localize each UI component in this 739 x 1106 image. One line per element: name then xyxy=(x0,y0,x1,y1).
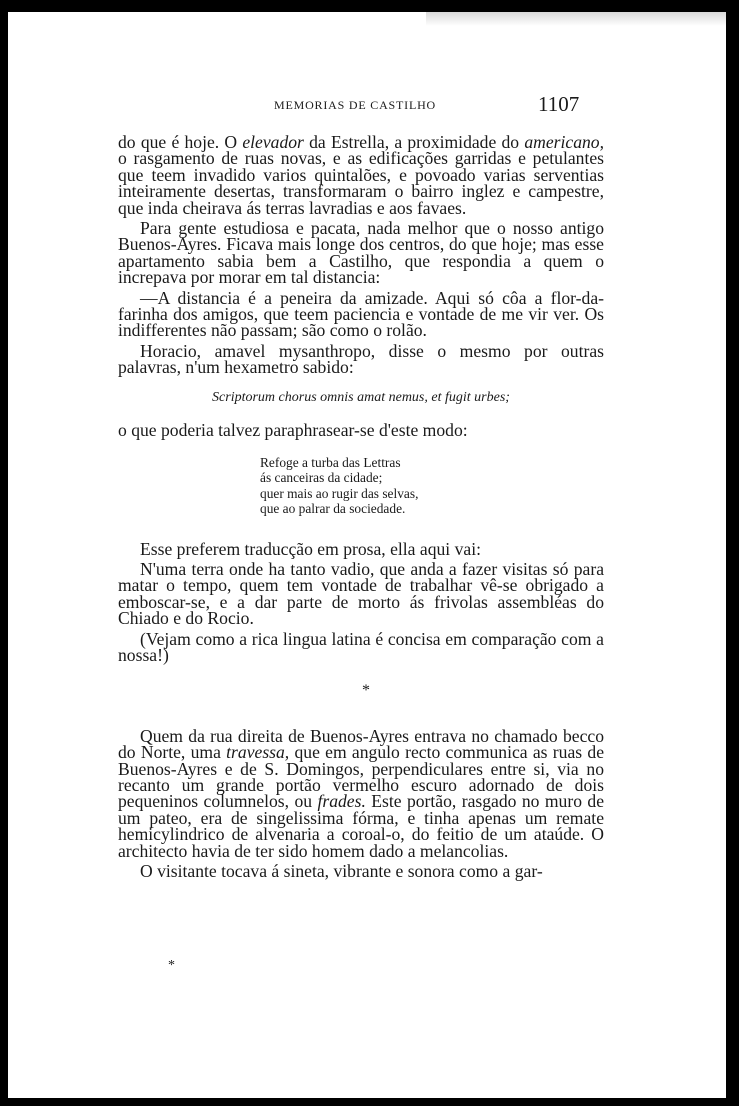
body-text xyxy=(118,134,604,879)
italic-run: frades. xyxy=(317,791,366,812)
running-head: MEMORIAS DE CASTILHO xyxy=(274,98,437,112)
text-run: do que é hoje. O xyxy=(118,132,243,152)
scan-shadow xyxy=(426,12,726,26)
footnote-mark: * xyxy=(168,958,175,973)
paragraph xyxy=(118,220,604,286)
paragraph: Esse preferem traducção em prosa, ella aqui vai: xyxy=(140,538,481,559)
text-run: o rasgamento de ruas novas, e as edificações garridas e petulantes que teem invadido varios quintalões, e povoado varias serventias inteiramente desertas, transformaram o bairro inglez e campestre, que inda cheirava ás terras lavradias e aos favaes. xyxy=(118,148,604,218)
paragraph xyxy=(118,134,604,216)
verse-block xyxy=(260,455,604,517)
section-asterism: * xyxy=(362,682,370,700)
page-header xyxy=(8,92,726,120)
text-run: da Estrella, a proximidade do xyxy=(303,132,525,152)
paragraph-dialogue xyxy=(118,287,604,341)
verse-line: Refoge a turba das Lettras xyxy=(260,454,401,470)
verse-line: que ao palrar da sociedade. xyxy=(260,501,406,516)
latin-quote: Scriptorum chorus omnis amat nemus, et fugit urbes; xyxy=(212,389,510,405)
text-run: Este portão, rasgado no muro de um pateo, era de singelissima fórma, e tinha apenas um remate hemicylindrico de alvenaria a coroal-o, do feitio de um ataúde. O architecto havia de ter sido homem dado a melancolias. xyxy=(118,791,604,861)
verse-line: ás canceiras da cidade; xyxy=(260,470,383,485)
book-page xyxy=(8,12,726,1098)
italic-run: travessa, xyxy=(226,742,290,763)
paragraph xyxy=(118,863,604,879)
text-run: O visitante tocava á sineta, vibrante e sonora como a gar- xyxy=(140,861,543,881)
italic-run: elevador xyxy=(242,132,304,152)
text-run: Para gente estudiosa e pacata, nada melhor que o nosso antigo Buenos-Ayres. Ficava mais longe dos centros, do que hoje; mas esse apartamento sabia bem a Castilho, que respondia a quem o increpava por morar em tal distancia: xyxy=(118,218,604,288)
paragraph xyxy=(118,725,604,861)
text-run: Quem da rua direita de Buenos-Ayres entrava no chamado becco do Norte, uma xyxy=(118,725,604,763)
verse-line: quer mais ao rugir das selvas, xyxy=(260,485,419,501)
paragraph: (Vejam como a rica lingua latina é concisa em comparação com a nossa!) xyxy=(118,628,604,665)
text-run: que em angulo recto communica as ruas de Buenos-Ayres e de S. Domingos, perpendiculares entre si, via no recanto um grande portão vermelho escuro adornado de dois pequeninos columnelos, ou xyxy=(118,742,604,812)
text-run: Horacio, amavel mysanthropo, disse o mesmo por outras palavras, n'um hexametro sabido: xyxy=(118,340,604,378)
paragraph xyxy=(118,340,604,378)
italic-run: americano, xyxy=(524,132,604,152)
text-run: —A distancia é a peneira da amizade. Aqui só côa a flor-da-farinha dos amigos, que teem paciencia e vontade de me vir ver. Os indifferentes não passam; são como o rolão. xyxy=(118,287,604,341)
intro-line: o que poderia talvez paraphrasear-se d'este modo: xyxy=(118,420,468,441)
page-number: 1107 xyxy=(538,92,580,116)
paragraph: N'uma terra onde ha tanto vadio, que anda a fazer visitas só para matar o tempo, quem tem vontade de trabalhar vê-se obrigado a emboscar-se, e a dar parte de morto ás frivolas assembléas do Chiado e do Rocio. xyxy=(118,558,604,629)
